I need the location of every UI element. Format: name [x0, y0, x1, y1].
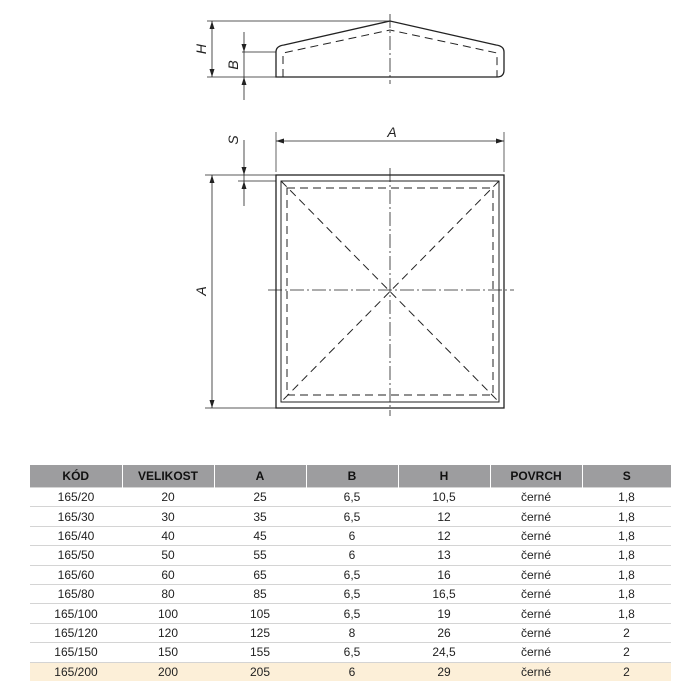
table-cell: 1,8 — [582, 546, 671, 565]
table-cell: 6,5 — [306, 643, 398, 662]
table-cell: černé — [490, 604, 582, 623]
label-A-side: A — [193, 286, 209, 296]
table-cell: 80 — [122, 584, 214, 603]
table-cell: 1,8 — [582, 488, 671, 507]
col-header-s: S — [582, 465, 671, 488]
table-row — [30, 643, 671, 662]
table-cell: 205 — [214, 662, 306, 681]
table-cell: 55 — [214, 546, 306, 565]
table-cell: 1,8 — [582, 604, 671, 623]
table-cell: 6,5 — [306, 507, 398, 526]
specification-table — [30, 465, 671, 681]
table-cell: 6 — [306, 526, 398, 545]
label-S: S — [225, 135, 241, 145]
table-cell: 1,8 — [582, 584, 671, 603]
table-cell: 65 — [214, 565, 306, 584]
table-row — [30, 623, 671, 642]
table-cell: 100 — [122, 604, 214, 623]
table-cell: černé — [490, 623, 582, 642]
table-cell: 1,8 — [582, 565, 671, 584]
table-cell: 26 — [398, 623, 490, 642]
col-header-b: B — [306, 465, 398, 488]
table-cell: 6,5 — [306, 565, 398, 584]
col-header-a: A — [214, 465, 306, 488]
table-cell: 30 — [122, 507, 214, 526]
table-cell: 165/60 — [30, 565, 122, 584]
table-cell: 120 — [122, 623, 214, 642]
table-cell: 19 — [398, 604, 490, 623]
table-cell: černé — [490, 507, 582, 526]
table-cell: 6 — [306, 546, 398, 565]
table-cell: 16 — [398, 565, 490, 584]
table-cell: 165/80 — [30, 584, 122, 603]
table-cell: 12 — [398, 507, 490, 526]
col-header-povrch: POVRCH — [490, 465, 582, 488]
table-row — [30, 546, 671, 565]
table-cell: 6,5 — [306, 604, 398, 623]
table-cell: 2 — [582, 662, 671, 681]
table-row — [30, 604, 671, 623]
table-cell: 50 — [122, 546, 214, 565]
table-cell: 165/120 — [30, 623, 122, 642]
table-cell: 10,5 — [398, 488, 490, 507]
table-cell: 2 — [582, 643, 671, 662]
table-cell: 60 — [122, 565, 214, 584]
table-row — [30, 662, 671, 681]
table-cell: 6 — [306, 662, 398, 681]
side-view — [207, 14, 504, 100]
table-cell: 35 — [214, 507, 306, 526]
col-header-kod: KÓD — [30, 465, 122, 488]
table-cell: černé — [490, 526, 582, 545]
table-cell: 6,5 — [306, 488, 398, 507]
label-A-top: A — [387, 124, 397, 140]
table-row — [30, 584, 671, 603]
table-row — [30, 507, 671, 526]
table-row — [30, 488, 671, 507]
table-row — [30, 565, 671, 584]
table-cell: 150 — [122, 643, 214, 662]
table-cell: černé — [490, 488, 582, 507]
table-cell: černé — [490, 565, 582, 584]
table-cell: černé — [490, 662, 582, 681]
table-cell: černé — [490, 643, 582, 662]
table-cell: 165/150 — [30, 643, 122, 662]
label-H: H — [193, 43, 209, 55]
col-header-velikost: VELIKOST — [122, 465, 214, 488]
table-cell: 6,5 — [306, 584, 398, 603]
table-cell: 165/50 — [30, 546, 122, 565]
table-cell: 45 — [214, 526, 306, 545]
table-cell: 12 — [398, 526, 490, 545]
table-cell: 155 — [214, 643, 306, 662]
table-cell: 25 — [214, 488, 306, 507]
table-cell: 165/30 — [30, 507, 122, 526]
table-cell: 29 — [398, 662, 490, 681]
table-row — [30, 526, 671, 545]
table-cell: 16,5 — [398, 584, 490, 603]
table-cell: 165/20 — [30, 488, 122, 507]
col-header-h: H — [398, 465, 490, 488]
table-cell: 200 — [122, 662, 214, 681]
table-cell: černé — [490, 584, 582, 603]
table-cell: 105 — [214, 604, 306, 623]
table-cell: 165/40 — [30, 526, 122, 545]
top-view — [205, 132, 514, 416]
table-cell: 1,8 — [582, 526, 671, 545]
table-cell: 13 — [398, 546, 490, 565]
table-cell: 8 — [306, 623, 398, 642]
table-cell: 24,5 — [398, 643, 490, 662]
table-cell: 40 — [122, 526, 214, 545]
table-cell: 165/200 — [30, 662, 122, 681]
label-B: B — [225, 60, 241, 70]
table-header-row — [30, 465, 671, 488]
table-cell: 125 — [214, 623, 306, 642]
table-cell: 1,8 — [582, 507, 671, 526]
table-cell: 20 — [122, 488, 214, 507]
table-cell: 165/100 — [30, 604, 122, 623]
table-cell: 85 — [214, 584, 306, 603]
table-cell: černé — [490, 546, 582, 565]
table-body — [30, 488, 671, 681]
table-cell: 2 — [582, 623, 671, 642]
